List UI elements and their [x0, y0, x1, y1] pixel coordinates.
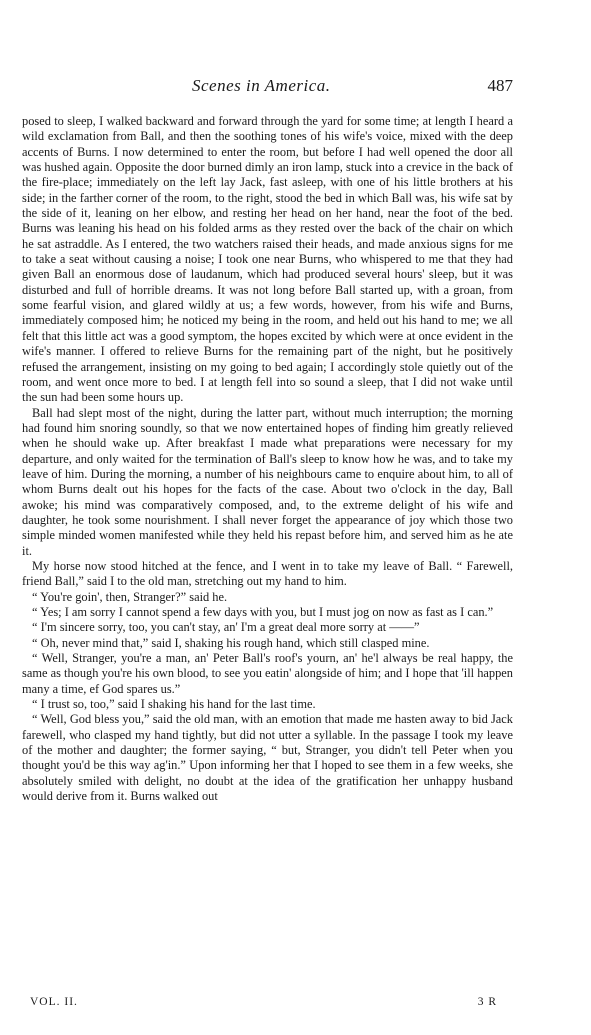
paragraph: “ Yes; I am sorry I cannot spend a few days with you, but I must jog on now as fast as I can.”: [32, 605, 494, 619]
paragraph: posed to sleep, I walked backward and forward through the yard for some time; at length I heard a wild exclamation from Ball, and then the soothing tones of his wife's voice, mixed with the deep accents of Burns. I now determined to enter the room, but before I had well opened the door all was hushed again. Opposite the door burned dimly an iron lamp, stuck into a crevice in the back of the fire-place; immediately on the left lay Jack, fast asleep, with one of his little brothers at his side; in the farther corner of the room, to the right, stood the bed in which Ball was, his wife sat by the side of it, leaning on her elbow, and resting her head on her hand, near the foot of the bed. Burns was leaning his head on his folded arms as they rested over the back of the chair on which he sat astraddle. As I entered, the two watchers raised their heads, and made anxious signs for me to take a seat without causing a noise; I took one near Burns, who whispered to me that they had given Ball an enormous dose of laudanum, which had produced several hours' sleep, but it was disturbed and full of horrible dreams. It was not long before Ball started up, with a groan, from some fearful vision, and glared wildly at us; a few words, however, from his wife and Burns, immediately composed him; he noticed my being in the room, and held out his hand to me; we all felt that this little act was a good symptom, the hopes excited by which were at once evident in the wife's manner. I offered to relieve Burns for the remaining part of the night, but he positively refused the arrangement, insisting on my going to bed again; I accordingly stole quietly out of the room, and went once more to bed. I at length fell into so sound a sleep, that I did not wake until the sun had been some hours up.: [22, 114, 513, 405]
page-footer: [30, 996, 513, 1014]
paragraph: “ I'm sincere sorry, too, you can't stay, an' I'm a great deal more sorry at ——”: [32, 620, 420, 635]
paragraph: Ball had slept most of the night, during the latter part, without much interruption; the morning had found him snoring soundly, so that we now entertained hopes of finding him greatly relieved when he should wake up. After breakfast I made what preparations were necessary for my departure, and only waited for the termination of Ball's sleep to know how he was, and to take my leave of him. During the morning, a number of his neighbours came to enquire about him, to all of whom Burns dealt out his hopes for the facts of the case. About two o'clock in the day, Ball awoke; his mind was comparatively composed, and, to the extreme delight of his wife and daughter, he took some nourishment. I shall never forget the appearance of joy which those two simple minded women manifested while they held his repast before him, and served him as he ate it.: [22, 405, 513, 558]
paragraph: “ Oh, never mind that,” said I, shaking his rough hand, which still clasped mine.: [32, 635, 430, 650]
paragraph: “ Well, Stranger, you're a man, an' Peter Ball's roof's yourn, an' he'l always be real happy, the same as though you're his own blood, to see you eatin' alongside of him; and I hope that 'ill happen many a time, ef God spares us.”: [22, 651, 513, 696]
running-title: Scenes in America.: [192, 76, 331, 95]
volume-label: VOL. II.: [30, 996, 78, 1008]
page-number: 487: [487, 76, 513, 95]
paragraph: “ Well, God bless you,” said the old man, with an emotion that made me hasten away to bid Jack farewell, who clasped my hand tightly, but did not utter a syllable. In the passage I took my leave of the mother and daughter; the former saying, “ but, Stranger, you didn't tell Peter when you thought you'd be this way ag'in.” Upon informing her that I hoped to see them in a few weeks, she absolutely smiled with delight, no doubt at the idea of the gratification her unhappy husband would derive from it. Burns walked out: [22, 712, 513, 804]
running-head: [22, 76, 513, 98]
paragraph: My horse now stood hitched at the fence, and I went in to take my leave of Ball. “ Farewell, friend Ball,” said I to the old man, stretching out my hand to him.: [22, 558, 513, 589]
paragraph: “ You're goin', then, Stranger?” said he.: [32, 589, 228, 604]
body-text: [22, 114, 513, 804]
paragraph: “ I trust so, too,” said I shaking his hand for the last time.: [32, 697, 316, 712]
signature-mark: 3 R: [477, 996, 497, 1008]
